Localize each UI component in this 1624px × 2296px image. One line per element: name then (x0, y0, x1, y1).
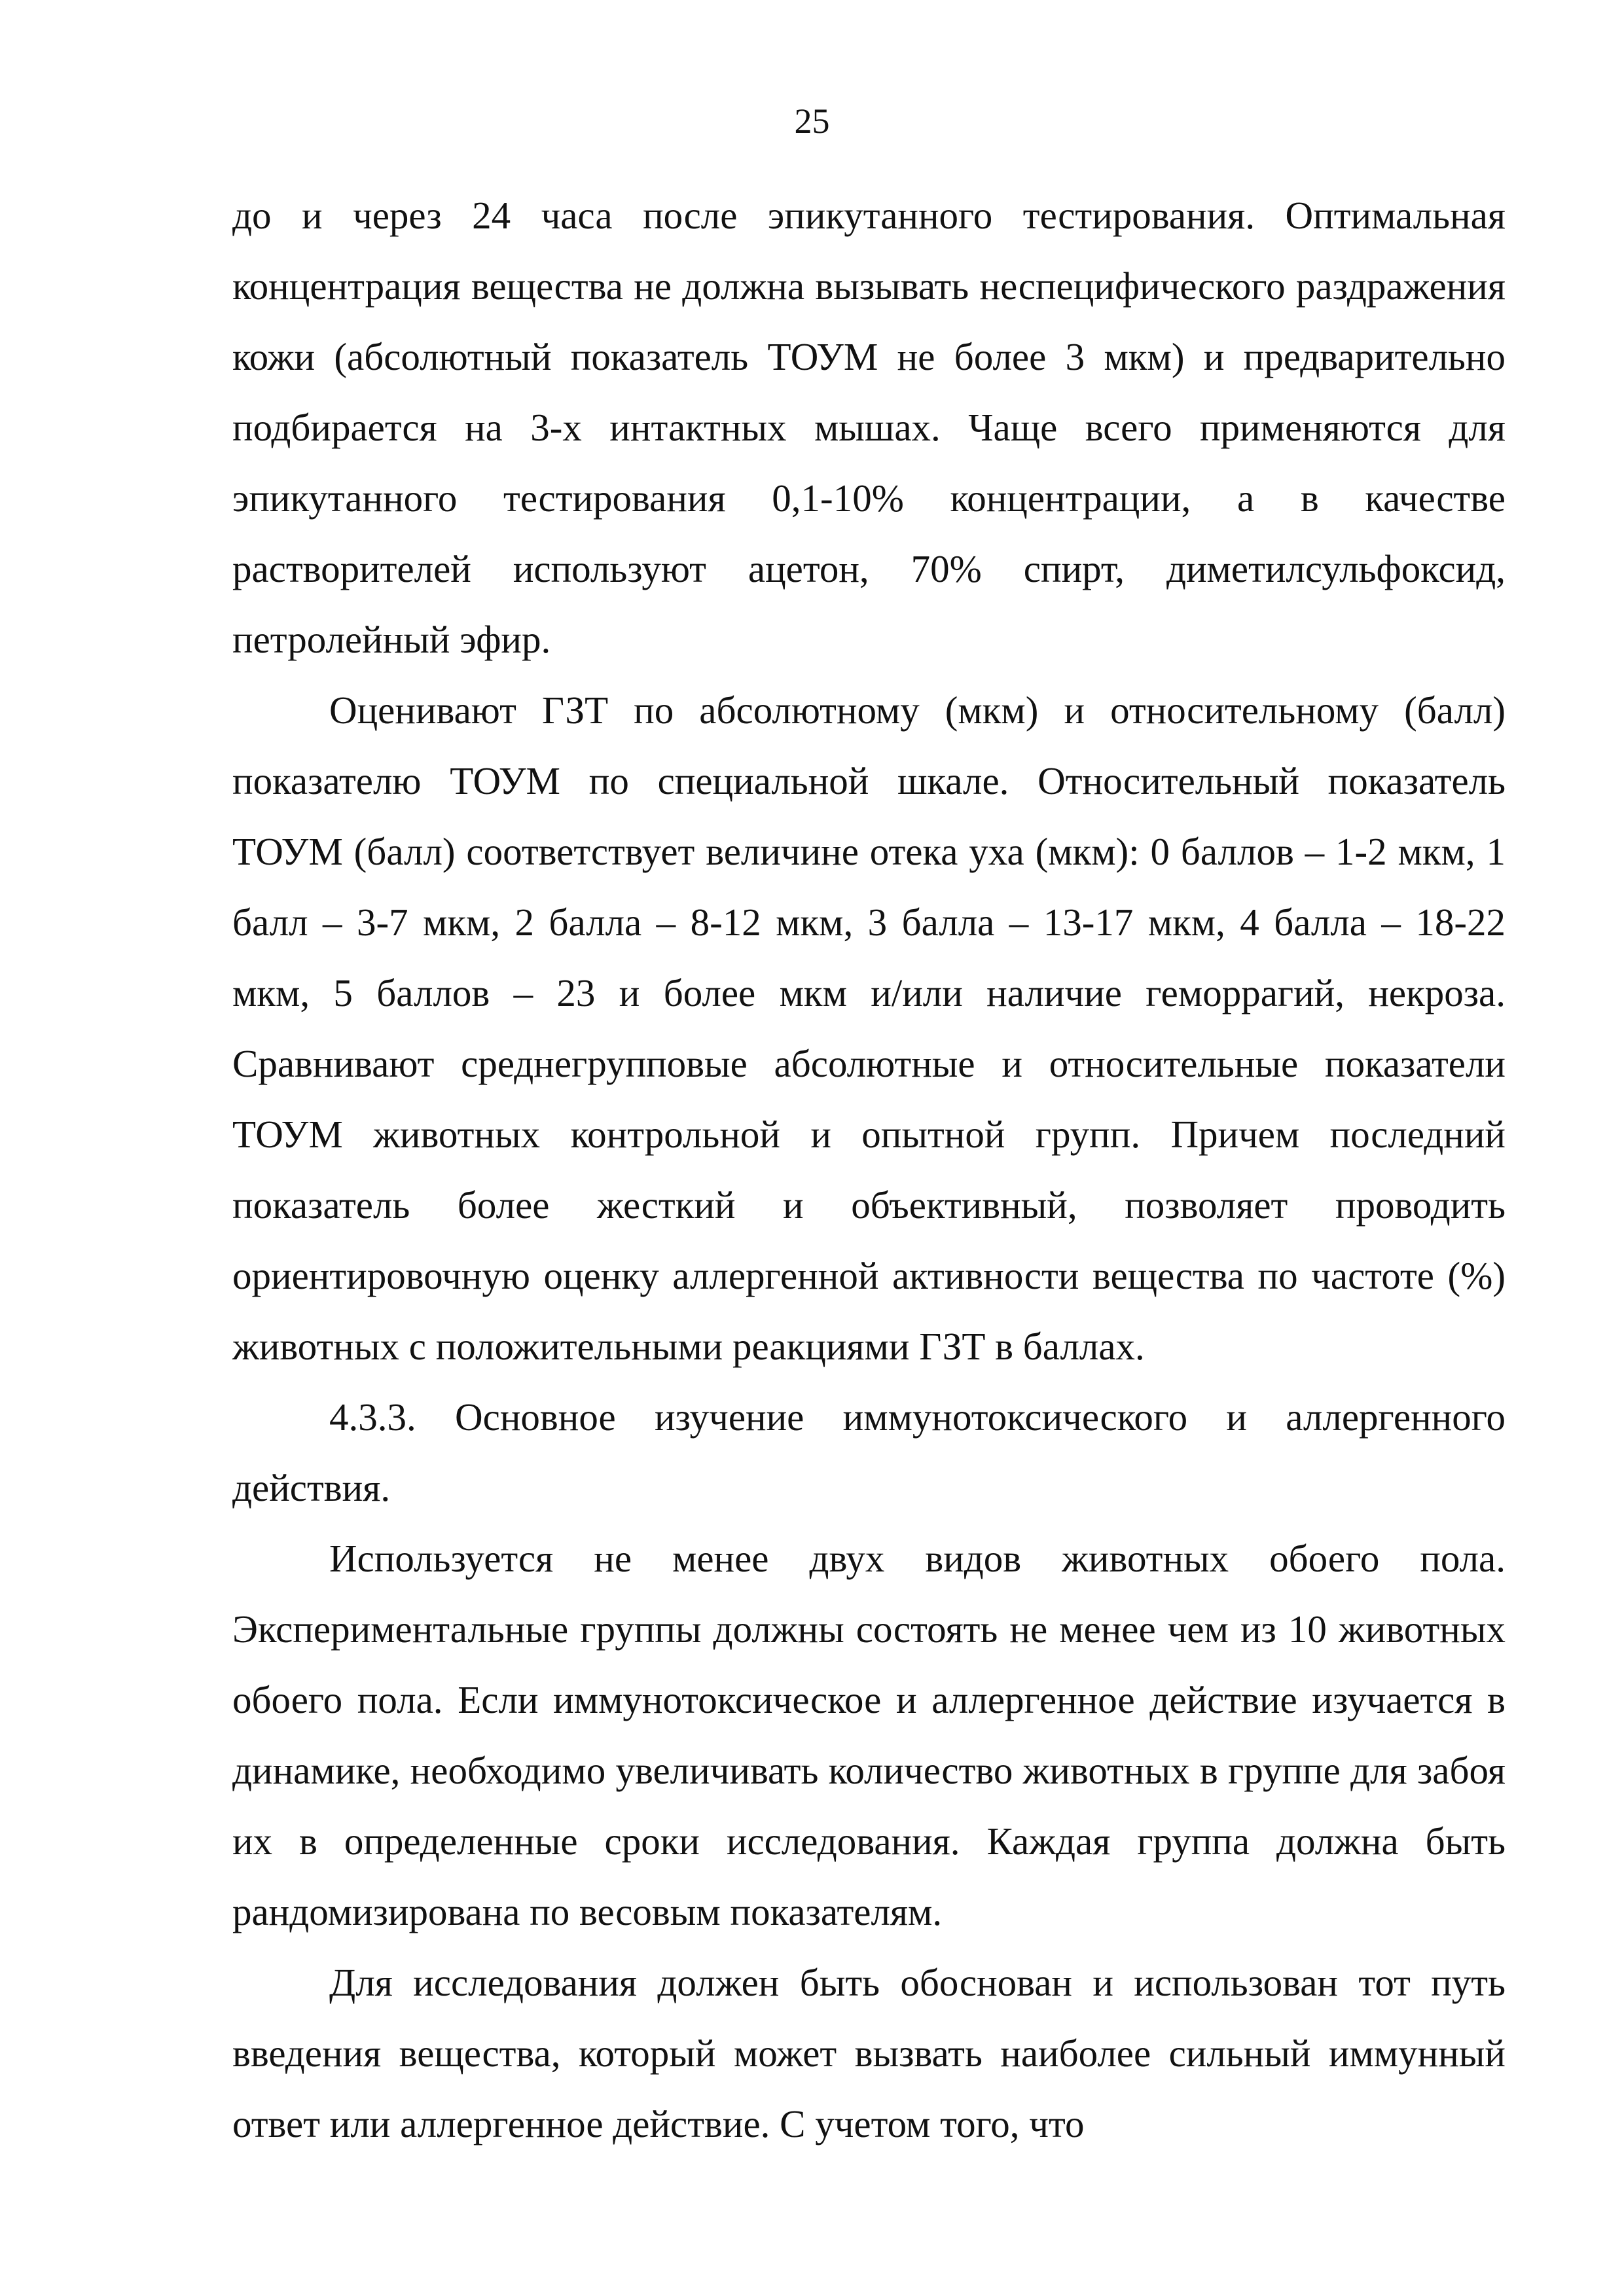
section-heading-4-3-3: 4.3.3. Основное изучение иммунотоксического и аллергенного действия. (232, 1395, 1506, 1509)
paragraph-route-of-administration: Для исследования должен быть обоснован и использован тот путь введения вещества, который может вызвать наиболее сильный иммунный ответ или аллергенное действие. С учетом того, что (232, 1961, 1506, 2145)
paragraph-gzt-evaluation: Оценивают ГЗТ по абсолютному (мкм) и относительному (балл) показателю ТОУМ по специальной шкале. Относительный показатель ТОУМ (балл) соответствует величине отека уха (мкм): 0 баллов – 1-2 мкм, 1 балл – 3-7 мкм, 2 балла – 8-12 мкм, 3 балла – 13-17 мкм, 4 балла – 18-22 мкм, 5 баллов – 23 и более мкм и/или наличие геморрагий, некроза. Сравнивают среднегрупповые абсолютные и относительные показатели ТОУМ животных контрольной и опытной групп. Причем последний показатель более жесткий и объективный, позволяет проводить ориентировочную оценку аллергенной активности вещества по частоте (%) животных с положительными реакциями ГЗТ в баллах. (232, 689, 1506, 1368)
paragraph-continuation: до и через 24 часа после эпикутанного тестирования. Оптимальная концентрация вещества не должна вызывать неспецифического раздражения кожи (абсолютный показатель ТОУМ не более 3 мкм) и предварительно подбирается на 3-х интактных мышах. Чаще всего применяются для эпикутанного тестирования 0,1-10% концентрации, а в качестве растворителей используют ацетон, 70% спирт, диметилсульфоксид, петролейный эфир. (232, 194, 1506, 661)
body-text (232, 180, 1506, 2159)
paragraph-animal-groups: Используется не менее двух видов животных обоего пола. Экспериментальные группы должны состоять не менее чем из 10 животных обоего пола. Если иммунотоксическое и аллергенное действие изучается в динамике, необходимо увеличивать количество животных в группе для забоя их в определенные сроки исследования. Каждая группа должна быть рандомизирована по весовым показателям. (232, 1537, 1506, 1933)
page-number: 25 (794, 101, 830, 141)
